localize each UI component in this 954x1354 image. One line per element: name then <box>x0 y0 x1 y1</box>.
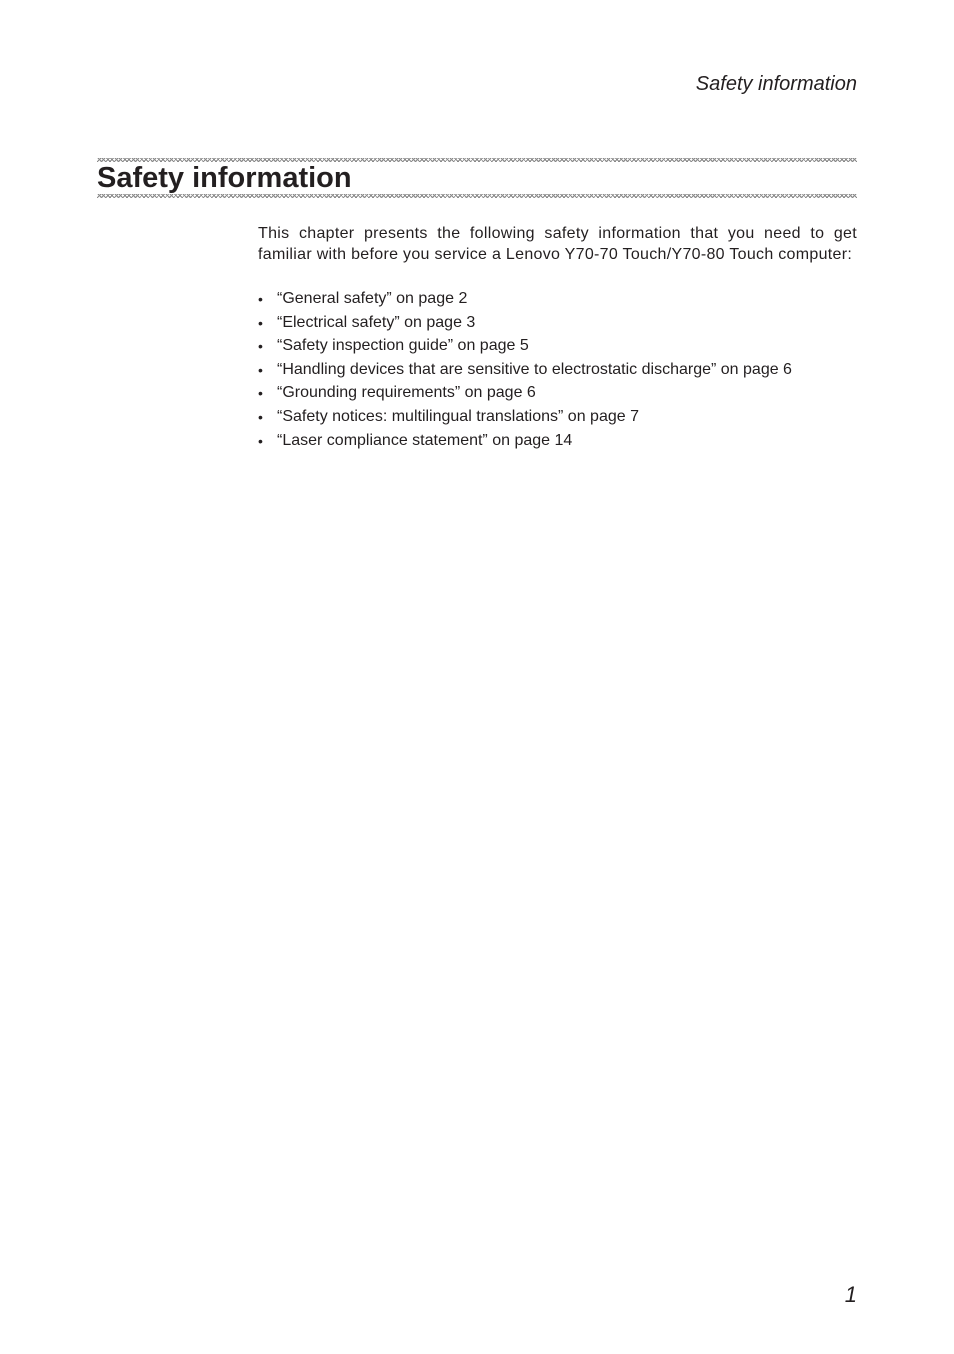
link-grounding-requirements[interactable]: “Grounding requirements” on page 6 <box>277 384 536 402</box>
list-item-laser-compliance <box>258 431 857 455</box>
link-laser-compliance[interactable]: “Laser compliance statement” on page 14 <box>277 431 573 449</box>
title-rule-bottom <box>97 194 857 198</box>
list-item-safety-inspection-guide <box>258 336 857 360</box>
list-item-electrical-safety <box>258 313 857 337</box>
page-number: 1 <box>844 1282 857 1307</box>
link-electrical-safety[interactable]: “Electrical safety” on page 3 <box>277 313 476 331</box>
page-title: Safety information <box>97 162 352 194</box>
bullet-icon: • <box>258 408 263 425</box>
intro-paragraph: This chapter presents the following safety information that you need to get familiar with before you service a Lenovo Y70-70 Touch/Y70-80 Touch computer: <box>258 225 857 263</box>
list-item-grounding-requirements <box>258 383 857 407</box>
link-general-safety[interactable]: “General safety” on page 2 <box>277 290 468 307</box>
link-multilingual-notices[interactable]: “Safety notices: multilingual translations” on page 7 <box>277 407 639 425</box>
bullet-icon: • <box>258 432 263 449</box>
link-safety-inspection-guide[interactable]: “Safety inspection guide” on page 5 <box>277 337 529 355</box>
bullet-icon: • <box>258 385 263 402</box>
link-esd-handling[interactable]: “Handling devices that are sensitive to electrostatic discharge” on page 6 <box>277 360 792 378</box>
list-item-general-safety <box>258 289 857 313</box>
running-header: Safety information <box>695 73 857 95</box>
bullet-icon: • <box>258 291 263 307</box>
list-item-multilingual-notices <box>258 407 857 431</box>
chapter-title-block <box>97 158 857 198</box>
safety-topic-list <box>258 289 857 454</box>
bullet-icon: • <box>258 338 263 355</box>
bullet-icon: • <box>258 361 263 378</box>
bullet-icon: • <box>258 314 263 331</box>
list-item-esd-handling <box>258 360 857 384</box>
